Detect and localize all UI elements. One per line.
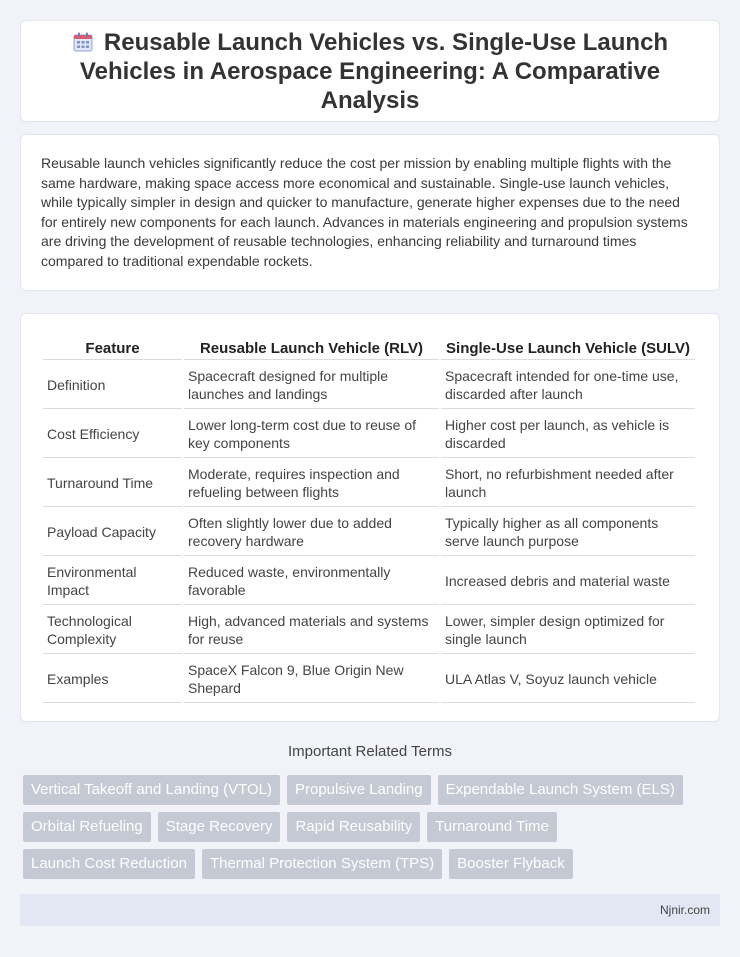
feature-cell: Turnaround Time bbox=[43, 460, 182, 507]
term-tag[interactable]: Rapid Reusability bbox=[287, 812, 420, 842]
terms-row bbox=[23, 849, 723, 879]
rlv-cell: Lower long-term cost due to reuse of key components bbox=[184, 411, 439, 458]
term-tag[interactable]: Thermal Protection System (TPS) bbox=[202, 849, 442, 879]
related-terms bbox=[23, 775, 723, 886]
table-row bbox=[43, 558, 695, 605]
sulv-cell: Typically higher as all components serve launch purpose bbox=[441, 509, 695, 556]
table-row bbox=[43, 509, 695, 556]
feature-cell: Technological Complexity bbox=[43, 607, 182, 654]
term-tag[interactable]: Expendable Launch System (ELS) bbox=[438, 775, 683, 805]
rlv-cell: Spacecraft designed for multiple launches and landings bbox=[184, 362, 439, 409]
term-tag[interactable]: Orbital Refueling bbox=[23, 812, 151, 842]
sulv-cell: Lower, simpler design optimized for single launch bbox=[441, 607, 695, 654]
sulv-cell: Spacecraft intended for one-time use, discarded after launch bbox=[441, 362, 695, 409]
feature-cell: Environmental Impact bbox=[43, 558, 182, 605]
table-row bbox=[43, 362, 695, 409]
sulv-cell: Increased debris and material waste bbox=[441, 558, 695, 605]
title-card bbox=[20, 20, 720, 122]
header-sulv: Single-Use Launch Vehicle (SULV) bbox=[441, 336, 695, 360]
feature-cell: Examples bbox=[43, 656, 182, 703]
rlv-cell: High, advanced materials and systems for reuse bbox=[184, 607, 439, 654]
table-row bbox=[43, 607, 695, 654]
rlv-cell: Reduced waste, environmentally favorable bbox=[184, 558, 439, 605]
term-tag[interactable]: Propulsive Landing bbox=[287, 775, 431, 805]
sulv-cell: Higher cost per launch, as vehicle is discarded bbox=[441, 411, 695, 458]
intro-paragraph: Reusable launch vehicles significantly reduce the cost per mission by enabling multiple flights with the same hardware, making space access more economical and sustainable. Single-use launch vehicles, while typically simpler in design and quicker to manufacture, generate higher expenses due to the need for entirely new components for each launch. Advances in materials engineering and propulsion systems are driving the development of reusable technologies, enhancing reliability and turnaround times compared to traditional expendable rockets. bbox=[41, 155, 688, 269]
sulv-cell: ULA Atlas V, Soyuz launch vehicle bbox=[441, 656, 695, 703]
comparison-table bbox=[41, 334, 697, 705]
term-tag[interactable]: Launch Cost Reduction bbox=[23, 849, 195, 879]
rlv-cell: Often slightly lower due to added recovery hardware bbox=[184, 509, 439, 556]
table-header-row bbox=[43, 336, 695, 360]
terms-row bbox=[23, 812, 723, 842]
header-feature: Feature bbox=[43, 336, 182, 360]
footer-brand[interactable]: Njnir.com bbox=[659, 903, 710, 917]
term-tag[interactable]: Vertical Takeoff and Landing (VTOL) bbox=[23, 775, 280, 805]
term-tag[interactable]: Turnaround Time bbox=[427, 812, 557, 842]
terms-row bbox=[23, 775, 723, 805]
intro-card bbox=[20, 134, 720, 291]
header-rlv: Reusable Launch Vehicle (RLV) bbox=[184, 336, 439, 360]
rlv-cell: Moderate, requires inspection and refueling between flights bbox=[184, 460, 439, 507]
table-row bbox=[43, 460, 695, 507]
term-tag[interactable]: Booster Flyback bbox=[449, 849, 573, 879]
rlv-cell: SpaceX Falcon 9, Blue Origin New Shepard bbox=[184, 656, 439, 703]
feature-cell: Payload Capacity bbox=[43, 509, 182, 556]
page-title bbox=[21, 28, 719, 115]
table-row bbox=[43, 411, 695, 458]
calendar-icon bbox=[72, 31, 94, 53]
related-terms-heading: Important Related Terms bbox=[288, 743, 452, 760]
term-tag[interactable]: Stage Recovery bbox=[158, 812, 281, 842]
feature-cell: Cost Efficiency bbox=[43, 411, 182, 458]
feature-cell: Definition bbox=[43, 362, 182, 409]
sulv-cell: Short, no refurbishment needed after launch bbox=[441, 460, 695, 507]
title-text: Reusable Launch Vehicles vs. Single-Use Launch Vehicles in Aerospace Engineering: A Comparative Analysis bbox=[79, 28, 669, 114]
table-row bbox=[43, 656, 695, 703]
footer bbox=[20, 894, 720, 926]
comparison-card bbox=[20, 313, 720, 722]
